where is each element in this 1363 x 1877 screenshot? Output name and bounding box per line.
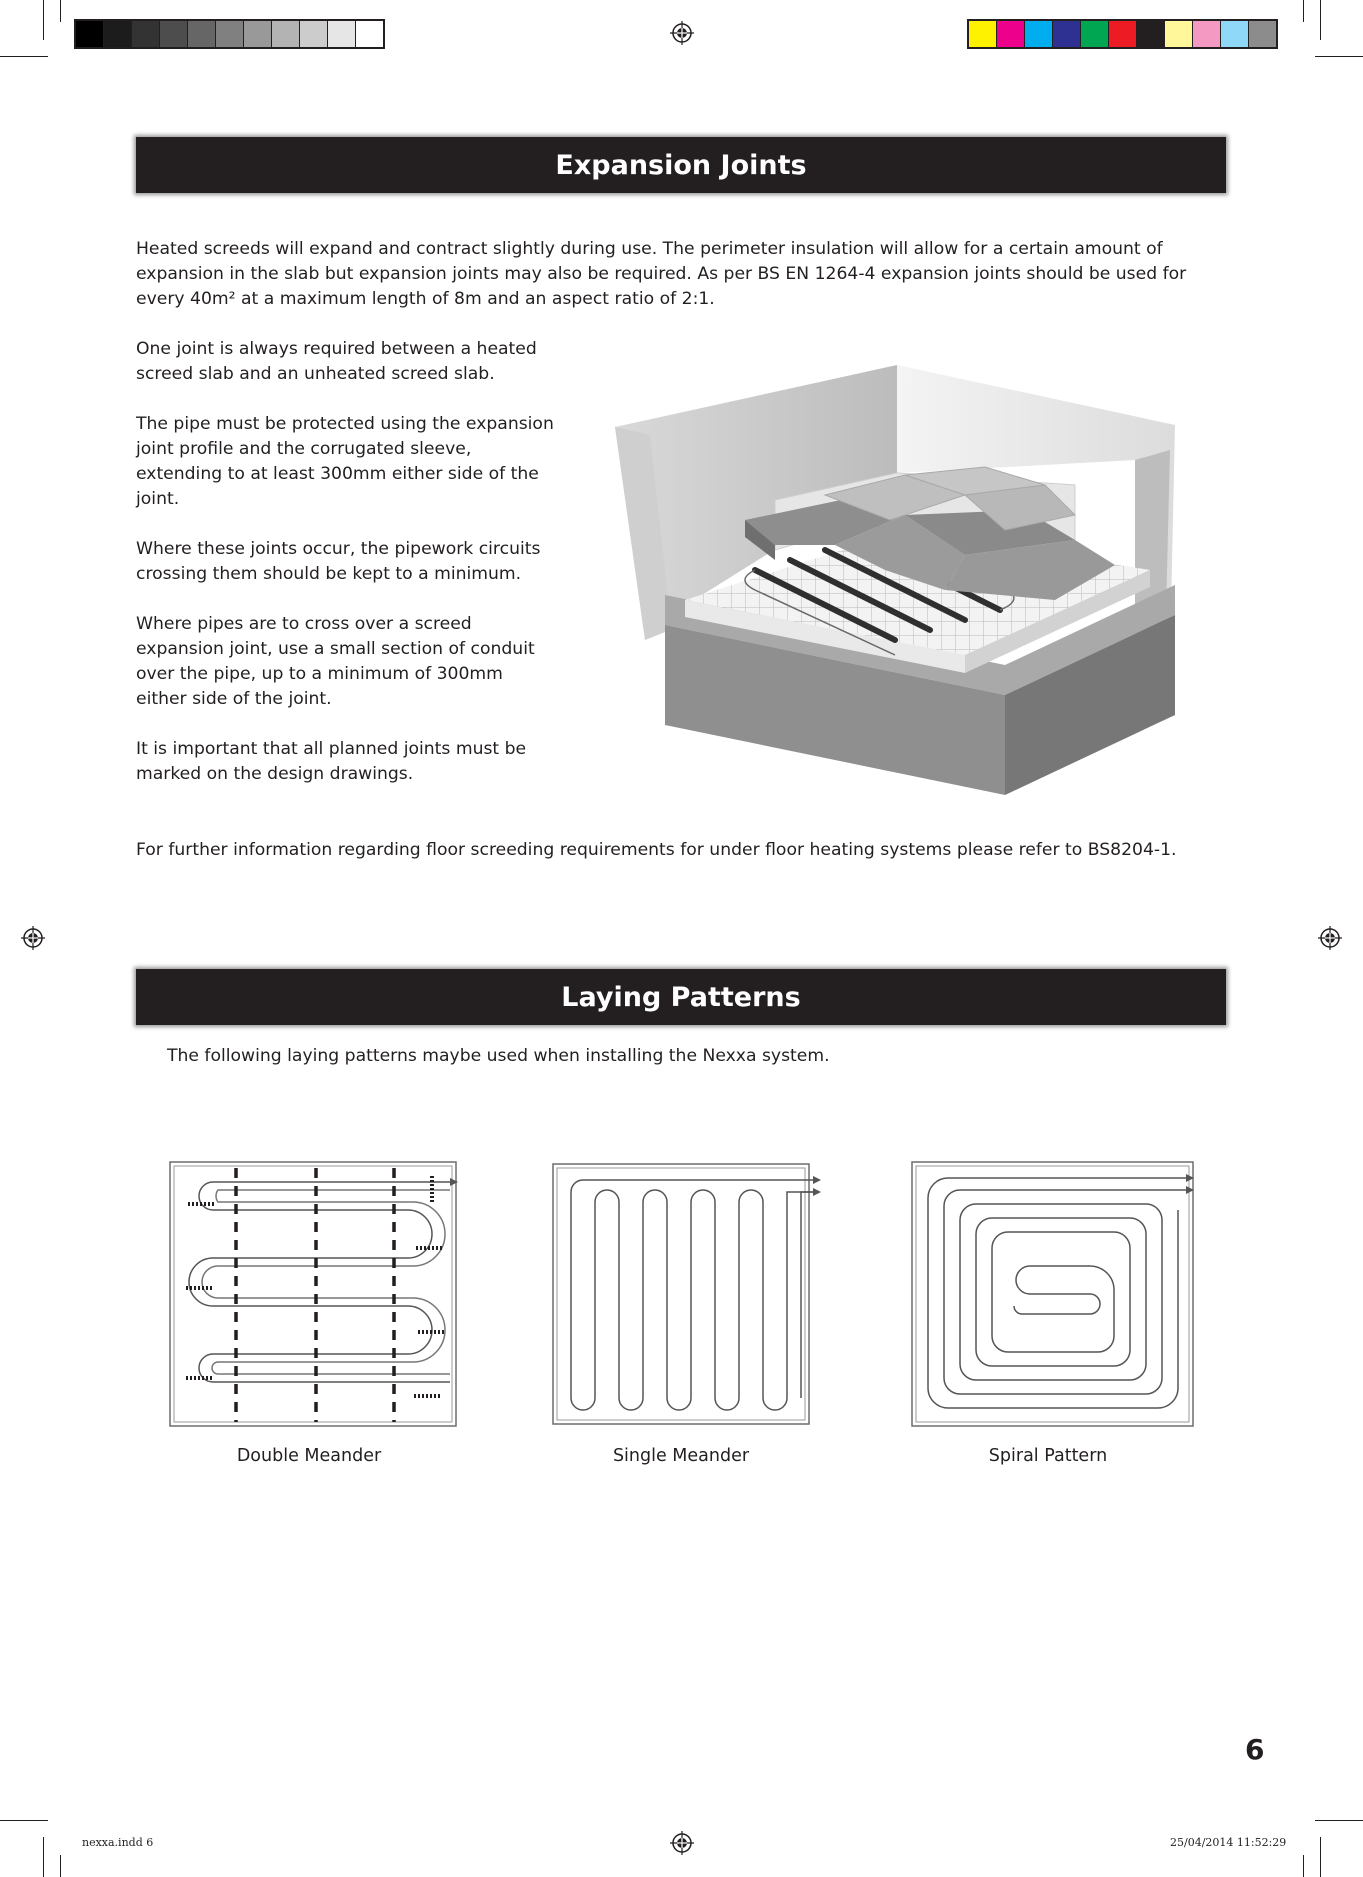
expansion-footnote: For further information regarding floor screeding requirements for under floor heating systems please refer to BS8204-1. [136,840,1177,860]
pattern-caption-spiral: Spiral Pattern [988,1446,1108,1466]
colour-swatch [1249,21,1276,47]
registration-mark-icon [1318,926,1342,950]
colour-swatch [216,21,244,47]
expansion-paragraph: Where these joints occur, the pipework circuits crossing them should be kept to a minimum. [136,539,541,584]
expansion-paragraph: It is important that all planned joints must be marked on the design drawings. [136,739,527,784]
colour-swatch [1221,21,1249,47]
expansion-paragraph: One joint is always required between a heated screed slab and an unheated screed slab. [136,339,537,384]
pattern-caption-single-meander: Single Meander [612,1446,750,1466]
page-number: 6 [1245,1733,1265,1766]
colour-swatch [160,21,188,47]
registration-mark-icon [21,926,45,950]
pattern-caption-double-meander: Double Meander [236,1446,382,1466]
colour-swatch [76,21,104,47]
expansion-intro: Heated screeds will expand and contract slightly during use. The perimeter insulation will allow for a certain amount of expansion in the slab but expansion joints may also be required. As per BS EN 1264-4 expansion joints should be used for every 40m² at a maximum length of 8m and an aspect ratio of 2:1. [136,239,1187,309]
cmyk-colour-bar [967,19,1278,49]
colour-swatch [1165,21,1193,47]
colour-swatch [1137,21,1165,47]
registration-mark-icon [670,1831,694,1855]
slug-datetime: 25/04/2014 11:52:29 [1170,1836,1287,1849]
spiral-pattern-diagram [910,1160,1195,1428]
slug-filename: nexxa.indd 6 [82,1836,154,1849]
colour-swatch [969,21,997,47]
colour-swatch [328,21,356,47]
colour-swatch [1193,21,1221,47]
colour-swatch [1025,21,1053,47]
colour-swatch [244,21,272,47]
expansion-paragraph: Where pipes are to cross over a screed expansion joint, use a small section of conduit over the pipe, up to a minimum of 300mm either side of the joint. [136,614,535,709]
floor-construction-illustration [605,355,1180,800]
colour-swatch [300,21,328,47]
double-meander-diagram [168,1160,458,1428]
colour-swatch [104,21,132,47]
colour-swatch [1081,21,1109,47]
colour-swatch [997,21,1025,47]
colour-swatch [1109,21,1137,47]
greyscale-colour-bar [74,19,385,49]
laying-patterns-heading: Laying Patterns [136,969,1226,1025]
colour-swatch [272,21,300,47]
colour-swatch [188,21,216,47]
colour-swatch [356,21,383,47]
expansion-paragraph: The pipe must be protected using the expansion joint profile and the corrugated sleeve, extending to at least 300mm either side of the joint. [136,414,554,509]
colour-swatch [132,21,160,47]
laying-intro: The following laying patterns maybe used when installing the Nexxa system. [167,1046,830,1066]
registration-mark-icon [670,21,694,45]
expansion-joints-heading: Expansion Joints [136,137,1226,193]
colour-swatch [1053,21,1081,47]
single-meander-diagram [551,1162,821,1426]
